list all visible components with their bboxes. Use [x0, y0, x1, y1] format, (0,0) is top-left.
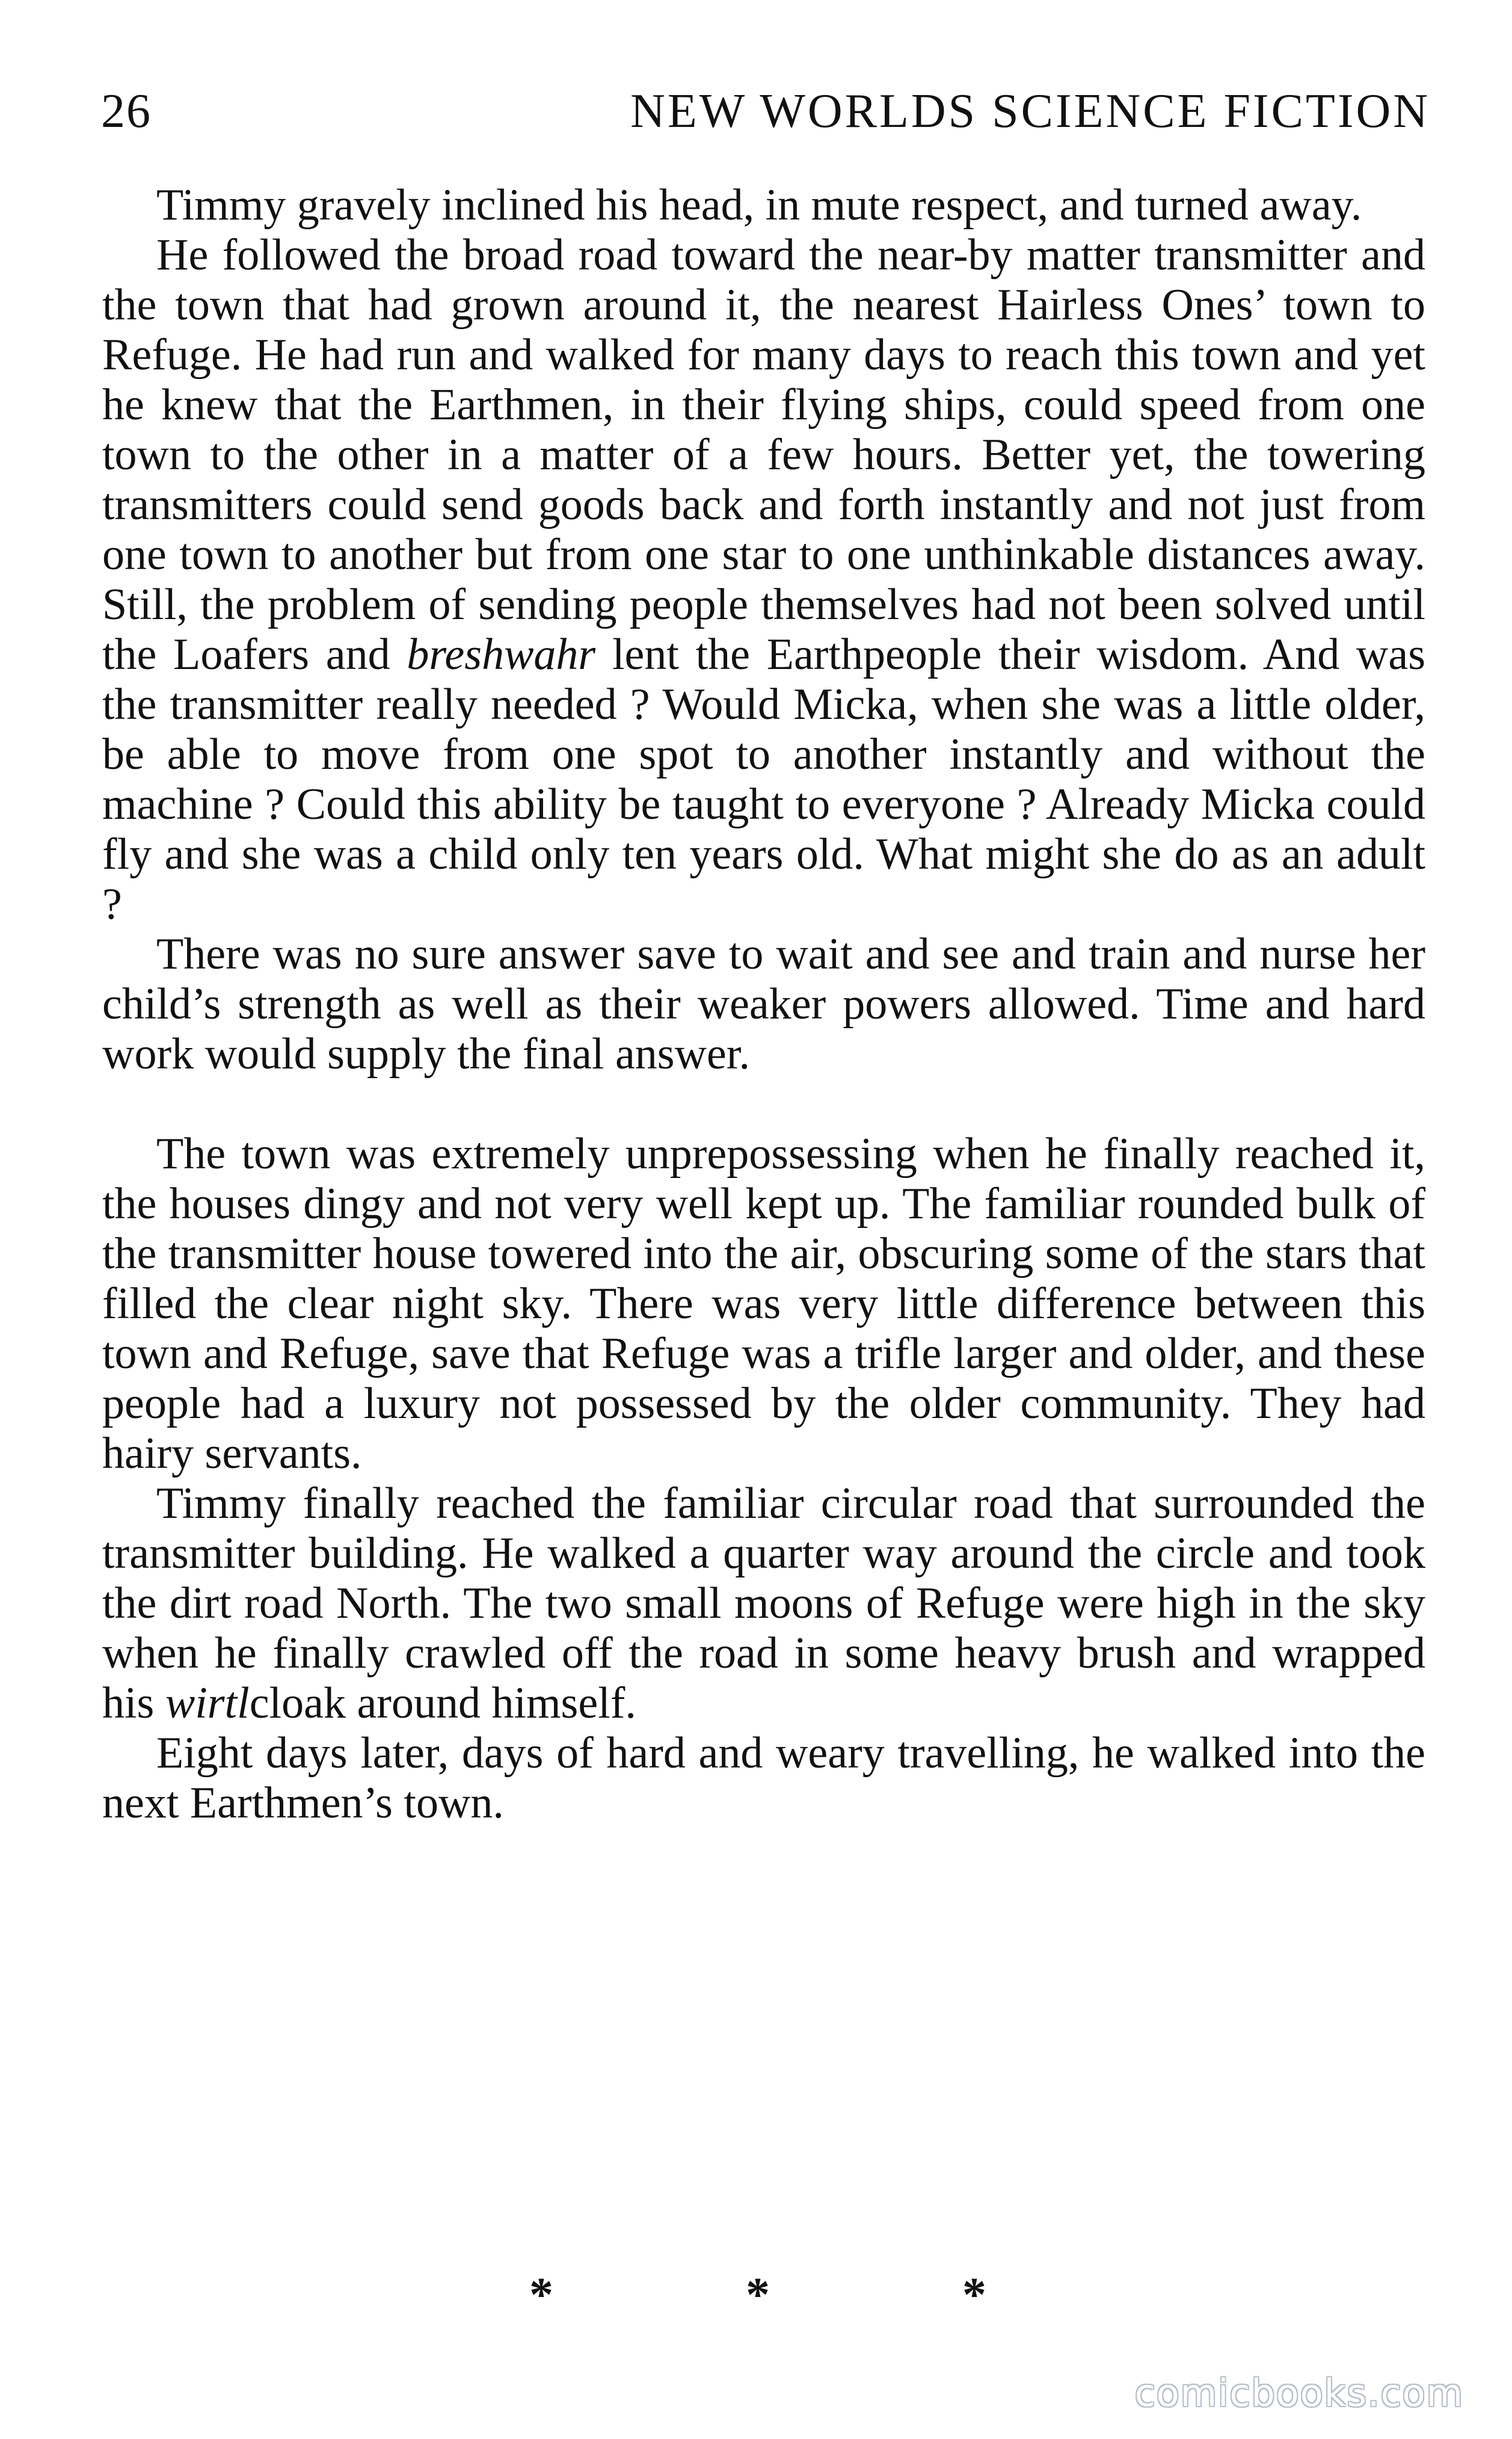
paragraph-3: There was no sure answer save to wait and see and train and nurse her child’s strength as well as their weaker powers allowed. Time and hard work would supply the final answer.: [102, 930, 1425, 1079]
journal-title: NEW WORLDS SCIENCE FICTION: [630, 85, 1430, 138]
section-break: [0, 2268, 1512, 2322]
asterisk: *: [529, 2269, 553, 2322]
running-head: [101, 78, 1430, 144]
paragraph-2-text-b: lent the Earthpeople their wisdom. And was the transmitter really needed ? Would Micka, when she was a little older, be able to move from one spot to another instantly and without the machine ? Could this ability be taught to everyone ? Already Micka could fly and she was a child only ten years old. What might she do as an adult ?: [102, 630, 1425, 929]
breshwahr-term: breshwahr: [407, 630, 596, 679]
asterisk: *: [962, 2269, 986, 2322]
watermark: comicbooks.com: [1134, 2371, 1464, 2415]
story-text: [102, 180, 1425, 1828]
wirtl-term: wirtl: [165, 1679, 250, 1728]
paragraph-5-text-a: Timmy finally reached the familiar circular road that surrounded the transmitter building. He walked a quarter way around the circle and took the dirt road North. The two small moons of Refuge were high in the sky when he finally crawled off the road in some heavy brush and wrapped his: [102, 1479, 1425, 1728]
page-number: 26: [101, 85, 152, 138]
paragraph-1: Timmy gravely inclined his head, in mute respect, and turned away.: [156, 180, 1362, 230]
paragraph-5-text-b: cloak around himself.: [249, 1679, 636, 1728]
paragraph-2: [102, 230, 1425, 930]
paragraph-4: The town was extremely unprepossessing when he finally reached it, the houses dingy and not very well kept up. The familiar rounded bulk of the transmitter house towered into the air, obscuring some of the stars that filled the clear night sky. There was very little difference between this town and Refuge, save that Refuge was a trifle larger and older, and these people had a luxury not possessed by the older community. They had hairy servants.: [102, 1129, 1425, 1478]
paragraph-5: [102, 1479, 1425, 1728]
asterisk: *: [746, 2269, 770, 2322]
paragraph-6: Eight days later, days of hard and weary travelling, he walked into the next Earthmen’s town.: [102, 1728, 1425, 1828]
paragraph-2-text-a: He followed the broad road toward the near-by matter transmitter and the town that had grown around it, the nearest Hairless Ones’ town to Refuge. He had run and walked for many days to reach this town and yet he knew that the Earthmen, in their flying ships, could speed from one town to the other in a matter of a few hours. Better yet, the towering transmitters could send goods back and forth instantly and not just from one town to another but from one star to one unthinkable distances away. Still, the problem of sending people themselves had not been solved until the Loafers and: [102, 230, 1425, 679]
